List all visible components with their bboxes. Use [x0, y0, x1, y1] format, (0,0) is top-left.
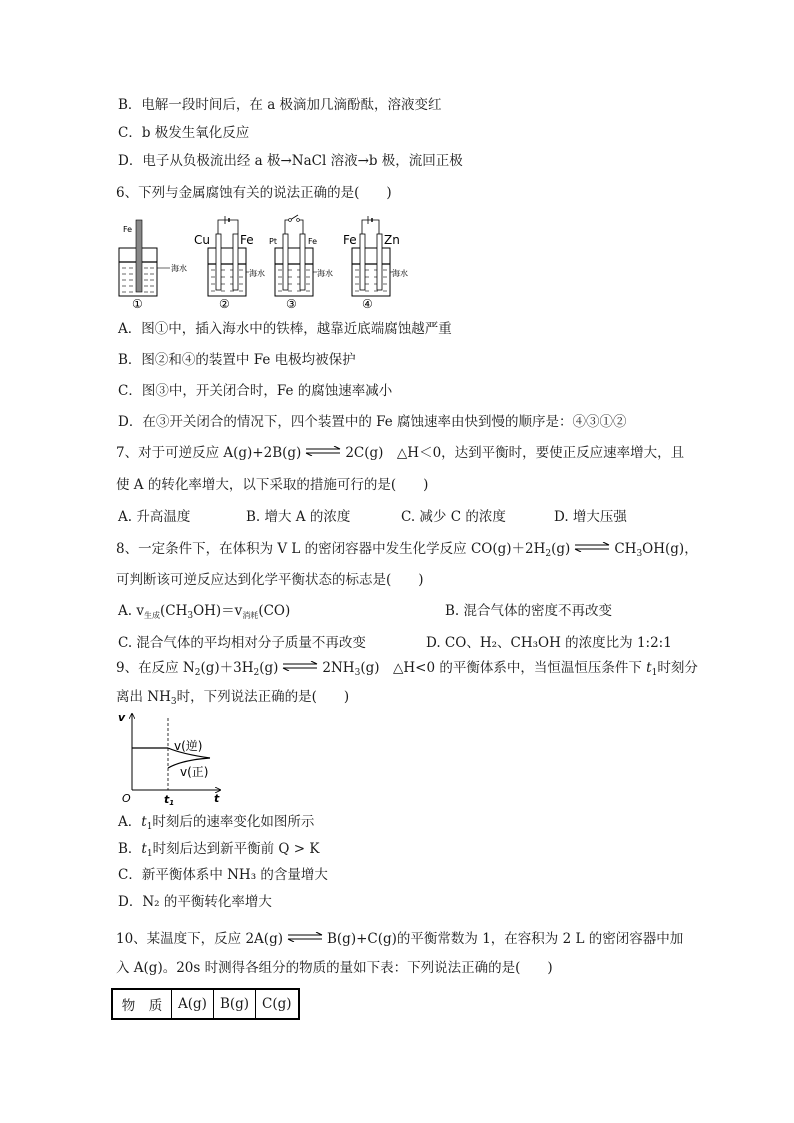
q9-stem-line1: 9、在反应 $N_2(g)+3H_2(g)$ $2NH_3(g)$ △H<0 的平衡体系中，当恒温恒压条件下 $t_1$时刻分 — [116, 660, 698, 678]
q5-option-d: D．电子从负极流出经 a 极→NaCl 溶液→b 极，流回正极 — [118, 153, 463, 169]
d2-right-label: Fe — [240, 233, 254, 247]
q10-stem-line1: 10、某温度下，反应 2A(g) B(g)+C(g)的平衡常数为 1，在容积为 2 L 的密闭容器中加 — [116, 931, 684, 947]
q9-stem-line2: 离出 $NH_3$时，下列说法正确的是( ) — [116, 689, 350, 707]
q8-option-b: B. 混合气体的密度不再改变 — [445, 603, 613, 619]
v-axis-label: v — [118, 711, 126, 724]
d1-number: ① — [132, 297, 143, 311]
rate-time-graph — [112, 710, 232, 808]
q9-option-b: B．$t_1$时刻后达到新平衡前 Q > K — [118, 841, 320, 859]
q7-stem-line1: 7、对于可逆反应 A(g)+2B(g) 2C(g) △H＜0，达到平衡时，要使正反应速率增大，且 — [116, 445, 685, 461]
table-header-cell: A(g) — [172, 989, 214, 1019]
q8-stem-line2: 可判断该可逆反应达到化学平衡状态的标志是( ) — [116, 572, 424, 588]
device-2 — [194, 216, 265, 311]
v-reverse-label: v(逆) — [174, 739, 203, 753]
d3-left-label: Pt — [269, 237, 277, 246]
device-4 — [343, 216, 408, 311]
q9-option-d: D．N₂ 的平衡转化率增大 — [118, 894, 272, 910]
origin-label: O — [122, 792, 131, 805]
q9-option-c: C．新平衡体系中 NH₃ 的含量增大 — [118, 867, 328, 883]
d2-number: ② — [219, 297, 230, 311]
d1-electrode-label: Fe — [123, 225, 133, 234]
table-header-cell: C(g) — [256, 989, 299, 1019]
d3-number: ③ — [286, 297, 297, 311]
v-forward-label: v(正) — [180, 765, 209, 779]
q5-option-c: C．b 极发生氧化反应 — [118, 125, 250, 141]
t-axis-label: t — [214, 792, 220, 805]
d2-liquid-label: 海水 — [249, 269, 265, 278]
corrosion-apparatus-figure — [112, 212, 432, 312]
device-1 — [119, 220, 187, 311]
q6-option-b: B．图②和④的装置中 Fe 电极均被保护 — [118, 352, 356, 368]
q7-option-a: A. 升高温度 — [118, 509, 191, 525]
equilibrium-arrow-icon — [573, 542, 611, 552]
q6-option-a: A．图①中，插入海水中的铁棒，越靠近底端腐蚀越严重 — [118, 321, 452, 337]
table-header-row — [112, 989, 299, 1019]
equilibrium-arrow-icon — [304, 446, 342, 456]
d4-number: ④ — [362, 297, 373, 311]
t1-label: t1 — [164, 793, 175, 807]
device-3 — [269, 215, 333, 311]
q6-option-c: C．图③中，开关闭合时，Fe 的腐蚀速率减小 — [118, 383, 393, 399]
q8-option-a: A. $v_{生成}(CH_3OH)=v_{消耗}(CO)$ — [118, 603, 291, 621]
table-header-cell: 物 质 — [112, 989, 172, 1019]
q7-option-b: B. 增大 A 的浓度 — [246, 509, 351, 525]
q9-option-a: A．$t_1$时刻后的速率变化如图所示 — [118, 814, 315, 832]
q8-option-d: D. CO、H₂、CH₃OH 的浓度比为 1:2:1 — [426, 635, 672, 651]
q7-stem-line2: 使 A 的转化率增大，以下采取的措施可行的是( ) — [116, 477, 429, 493]
q6-option-d: D．在③开关闭合的情况下，四个装置中的 Fe 腐蚀速率由快到慢的顺序是：④③①② — [118, 414, 627, 430]
q6-stem: 6、下列与金属腐蚀有关的说法正确的是( ) — [116, 185, 392, 201]
q10-stem-line2: 入 A(g)。20s 时测得各组分的物质的量如下表：下列说法正确的是( ) — [116, 960, 553, 976]
d4-right-label: Zn — [384, 233, 400, 247]
d4-left-label: Fe — [343, 233, 357, 247]
substance-table — [111, 988, 300, 1020]
d3-liquid-label: 海水 — [317, 269, 333, 278]
equilibrium-arrow-icon — [281, 661, 319, 671]
q7-option-d: D. 增大压强 — [554, 509, 627, 525]
d3-right-label: Fe — [308, 237, 318, 246]
equilibrium-arrow-icon — [286, 932, 324, 942]
q8-option-c: C. 混合气体的平均相对分子质量不再改变 — [118, 635, 366, 651]
q8-stem-line1: 8、一定条件下，在体积为 V L 的密闭容器中发生化学反应 $CO(g)+2H_2(g)$ $CH_3OH(g)$， — [116, 541, 698, 559]
d1-liquid-label: 海水 — [171, 264, 187, 273]
table-header-cell: B(g) — [213, 989, 255, 1019]
q5-option-b: B．电解一段时间后，在 a 极滴加几滴酚酞，溶液变红 — [118, 97, 442, 113]
q7-option-c: C. 减少 C 的浓度 — [401, 509, 506, 525]
d4-liquid-label: 海水 — [392, 269, 408, 278]
d2-left-label: Cu — [194, 233, 210, 247]
